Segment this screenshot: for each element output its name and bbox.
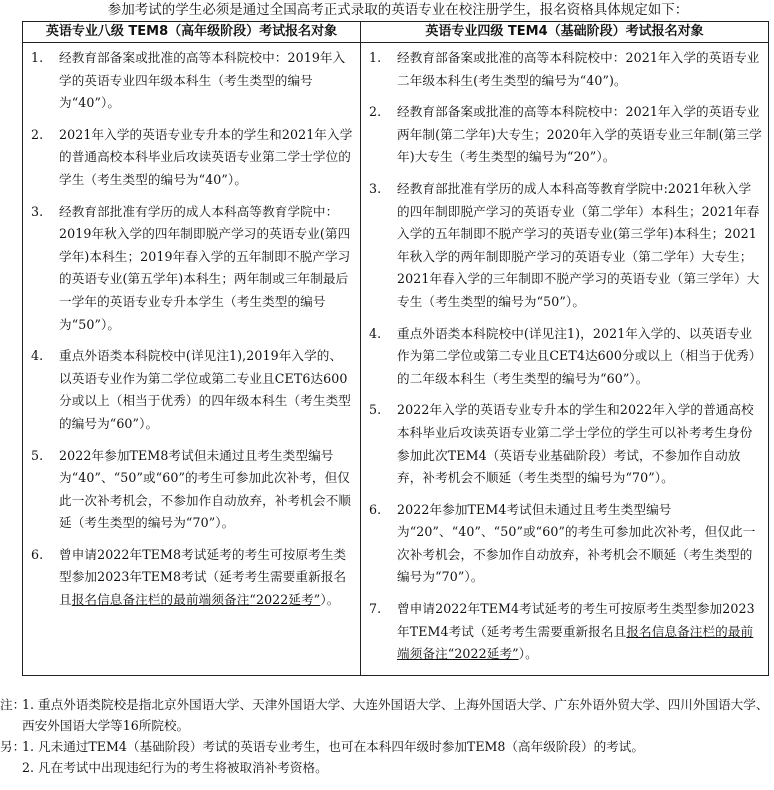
table-body-row bbox=[23, 43, 769, 676]
list-item: 2. 2021年入学的英语专业专升本的学生和2021年入学的普通高校本科毕业后攻读英语专业第二学士学位的学生（考生类型的编号为“40”）。 bbox=[31, 126, 353, 187]
tem8-list bbox=[29, 47, 354, 612]
tem4-column bbox=[361, 43, 769, 676]
list-item: 4. 重点外语类本科院校中(详见注1)，2021年入学的、以英语专业作为第二学位或第二专业且CET4达600分或以上（相当于优秀）的二年级本科生（考生类型的编号为“60”）。 bbox=[369, 325, 762, 386]
remark-requirement: 报名信息备注栏的最前端须备注“2022延考” bbox=[71, 592, 321, 608]
list-item: 5. 2022年入学的英语专业专升本的学生和2022年入学的普通高校本科毕业后攻读英语专业第二学士学位的学生可以补考考生身份参加此次TEM4（英语专业基础阶段）考试，不参加作自动放弃，补考机会不顺延（考生类型的编号为“70”）。 bbox=[369, 402, 754, 486]
other-note-1: 另： 1. 凡未通过TEM4（基础阶段）考试的英语专业考生，也可在本科四年级时参加TEM8（高年级阶段）的考试。 bbox=[0, 739, 644, 754]
tem8-header: 英语专业八级 TEM8（高年级阶段）考试报名对象 bbox=[23, 22, 361, 43]
list-item: 1. 经教育部备案或批准的高等本科院校中：2021年入学的英语专业二年级本科生(考生类型的编号为“40”)。 bbox=[369, 50, 760, 88]
tem4-list bbox=[367, 47, 762, 666]
note-1: 注： 1. 重点外语类院校是指北京外国语大学、天津外国语大学、大连外国语大学、上海外国语大学、广东外语外贸大学、四川外国语大学、西安外国语大学等16所院校。 bbox=[0, 697, 769, 733]
intro-text: 参加考试的学生必须是通过全国高考正式录取的英语专业在校注册学生，报名资格具体规定如下： bbox=[107, 2, 689, 18]
list-item: 7. 曾申请2022年TEM4考试延考的考生可按原考生类型参加2023年TEM4考试（延考考生需要重新报名且报名信息备注栏的最前端须备注“2022延考”）。 bbox=[369, 601, 755, 662]
remark-requirement: 报名信息备注栏的最前端须备注“2022延考” bbox=[397, 623, 754, 662]
eligibility-table bbox=[22, 21, 769, 676]
footnotes bbox=[0, 694, 774, 778]
table-header-row bbox=[23, 22, 769, 43]
list-item: 3. 经教育部批准有学历的成人本科高等教育学院中:2021年秋入学的四年制即脱产学习的英语专业（第二学年）本科生；2021年春入学的五年制即不脱产学习的英语专业(第三学年)本科生；2021年秋入学的两年制即脱产学习的英语专业（第二学年）大专生；2021年春入学的三年制即不脱产学习的英语专业（第三学年）大专生（考生类型的编号为“50”）。 bbox=[369, 180, 760, 309]
list-item: 6. 曾申请2022年TEM8考试延考的考生可按原考生类型参加2023年TEM8考试（延考考生需要重新报名且报名信息备注栏的最前端须备注“2022延考”）。 bbox=[31, 546, 347, 608]
list-item: 6. 2022年参加TEM4考试但未通过且考生类型编号为“20”、“40”、“50”或“60”的考生可参加此次补考，但仅此一次补考机会，不参加作自动放弃，补考机会不顺延（考生类型的编号为“70”）。 bbox=[369, 501, 756, 585]
list-item: 2. 经教育部备案或批准的高等本科院校中：2021年入学的英语专业两年制(第二学年)大专生；2020年入学的英语专业三年制(第三学年)大专生（考生类型的编号为“20”）。 bbox=[369, 104, 762, 165]
tem8-column bbox=[23, 43, 361, 676]
tem4-header: 英语专业四级 TEM4（基础阶段）考试报名对象 bbox=[361, 22, 769, 43]
list-item: 3. 经教育部批准有学历的成人本科高等教育学院中：2019年秋入学的四年制即脱产学习的英语专业(第四学年)本科生；2019年春入学的五年制即不脱产学习的英语专业(第五学年)本科生；两年制或三年制最后一学年的英语专业专升本学生（考生类型的编号为“50”）。 bbox=[31, 203, 351, 332]
other-note-2: 2. 凡在考试中出现违纪行为的考生将被取消补考资格。 bbox=[22, 760, 328, 775]
list-item: 1. 经教育部备案或批准的高等本科院校中：2019年入学的英语专业四年级本科生（考生类型的编号为“40”）。 bbox=[31, 50, 346, 111]
list-item: 5. 2022年参加TEM8考试但未通过且考生类型编号为“40”、“50”或“60”的考生可参加此次补考，但仅此一次补考机会，不参加作自动放弃，补考机会不顺延（考生类型的编号为“70”）。 bbox=[31, 447, 351, 531]
list-item: 4. 重点外语类本科院校中(详见注1),2019年入学的、以英语专业作为第二学位或第二专业且CET6达600分或以上（相当于优秀）的四年级本科生（考生类型的编号为“60”）。 bbox=[31, 348, 351, 431]
